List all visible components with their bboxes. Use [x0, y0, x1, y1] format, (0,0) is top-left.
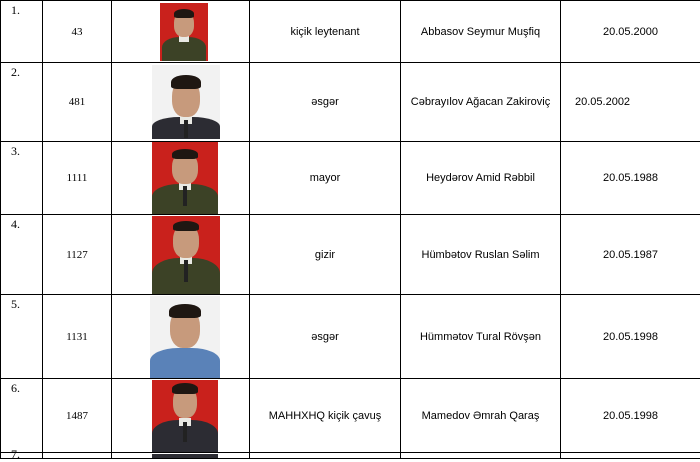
portrait-photo [152, 65, 220, 139]
id-cell: 481 [43, 63, 112, 142]
id-cell: 1111 [43, 142, 112, 215]
photo-cell [112, 379, 250, 453]
date-cell: 20.05.1987 [561, 215, 700, 295]
row-number: 1. [11, 3, 20, 18]
name-cell: Hümmətov Tural Rövşən [401, 295, 561, 379]
id-cell: 43 [43, 1, 112, 63]
row-number-cell [1, 379, 43, 453]
table-row [1, 453, 700, 459]
name-cell: Mamedov Əmrah Qaraş [401, 379, 561, 453]
photo-cell [112, 295, 250, 379]
table-row [1, 1, 700, 63]
date-cell: 20.05.1998 [561, 295, 700, 379]
date-cell: 20.05.1998 [561, 379, 700, 453]
portrait-photo [152, 142, 218, 214]
table-row [1, 295, 700, 379]
date-cell [561, 453, 700, 459]
name-cell: Abbasov Seymur Muşfiq [401, 1, 561, 63]
portrait-photo [160, 3, 208, 61]
id-cell: 1127 [43, 215, 112, 295]
row-number: 4. [11, 217, 20, 232]
row-number-cell [1, 63, 43, 142]
date-cell: 20.05.2002 [561, 63, 700, 142]
rank-cell: kiçik leytenant [250, 1, 401, 63]
row-number: 3. [11, 144, 20, 159]
name-cell: Cəbrayılov Ağacan Zakiroviç [401, 63, 561, 142]
id-cell: 1131 [43, 295, 112, 379]
row-number-cell [1, 453, 43, 459]
rank-cell [250, 453, 401, 459]
rank-cell: əsgər [250, 63, 401, 142]
row-number-cell [1, 1, 43, 63]
photo-cell [112, 215, 250, 295]
photo-cell [112, 1, 250, 63]
id-cell [43, 453, 112, 459]
row-number-cell [1, 215, 43, 295]
portrait-photo [152, 216, 220, 294]
photo-cell [112, 63, 250, 142]
row-number-cell [1, 295, 43, 379]
date-cell: 20.05.1988 [561, 142, 700, 215]
photo-cell [112, 142, 250, 215]
rank-cell: gizir [250, 215, 401, 295]
portrait-photo [150, 296, 220, 378]
row-number-cell [1, 142, 43, 215]
row-number: 6. [11, 381, 20, 396]
table-row [1, 215, 700, 295]
name-cell: Hümbətov Ruslan Səlim [401, 215, 561, 295]
rank-cell: əsgər [250, 295, 401, 379]
row-number: 5. [11, 297, 20, 312]
name-cell: Heydərov Amid Rəbbil [401, 142, 561, 215]
name-cell [401, 453, 561, 459]
portrait-photo [152, 380, 218, 452]
table-row [1, 142, 700, 215]
table-row [1, 379, 700, 453]
row-number: 7. [11, 447, 20, 462]
table-row [1, 63, 700, 142]
row-number: 2. [11, 65, 20, 80]
rank-cell: MAHHXHQ kiçik çavuş [250, 379, 401, 453]
rank-cell: mayor [250, 142, 401, 215]
id-cell: 1487 [43, 379, 112, 453]
date-cell: 20.05.2000 [561, 1, 700, 63]
portrait-photo [152, 454, 218, 458]
photo-cell [112, 453, 250, 459]
